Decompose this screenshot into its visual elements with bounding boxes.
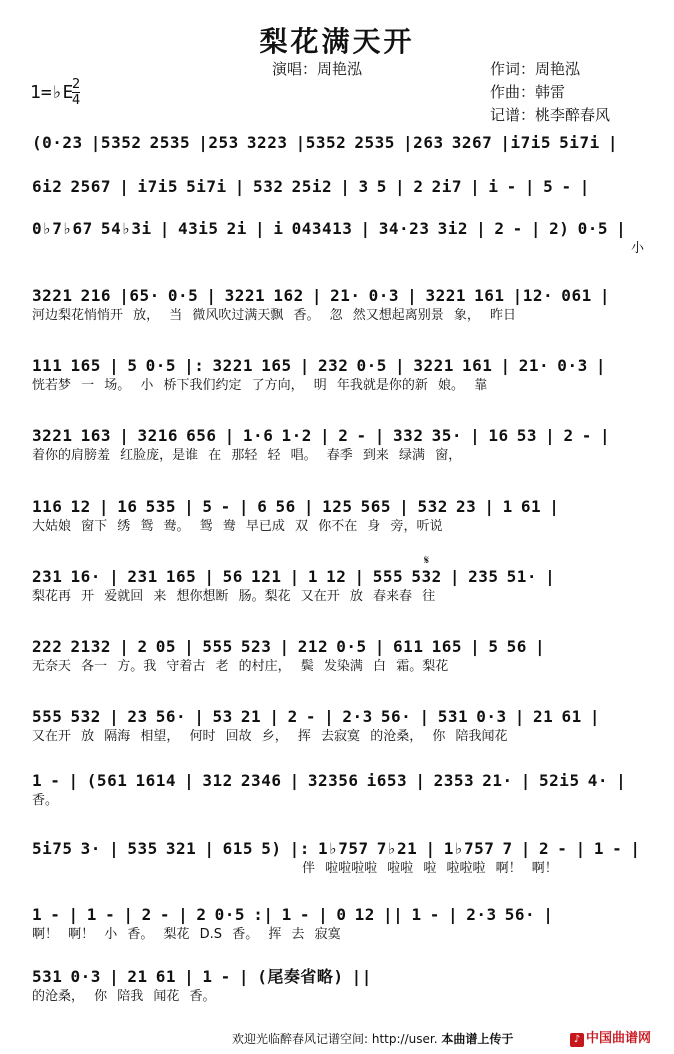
notes-line: 555 532 | 23 56· | 53 21 | 2 - | 2·3 56· | 531 0·3 | 21 61 | xyxy=(32,707,600,726)
lyrics-line: 梨花再 开 爱就回 来 想你想断 肠。梨花 又在开 放 春来春 往 xyxy=(32,589,436,604)
upload-note: 本曲谱上传于 xyxy=(441,1032,514,1046)
notes-line: 3221 163 | 3216 656 | 1·6 1·2 | 2 - | 332 35· | 16 53 | 2 - | xyxy=(32,426,611,445)
lyrics-line xyxy=(32,198,644,216)
score-system xyxy=(32,132,644,172)
singer-credit: 演唱：周艳泓 xyxy=(272,60,363,78)
score-system xyxy=(32,904,644,944)
notes-line: 3221 216 |65· 0·5 | 3221 162 | 21· 0·3 | 3221 161 |12· 061 | xyxy=(32,286,610,305)
score-system xyxy=(32,566,644,606)
notes-line: 6i2 2567 | i7i5 5i7i | 532 25i2 | 3 5 | 2 2i7 | i - | 5 - | xyxy=(32,177,590,196)
notes-line: 531 0·3 | 21 61 | 1 - | (尾奏省略) || xyxy=(32,967,372,986)
notes-line: 222 2132 | 2 05 | 555 523 | 212 0·5 | 611 165 | 5 56 | xyxy=(32,637,546,656)
lyrics-line: 香。 xyxy=(32,793,59,808)
segno-sign: 𝄋 xyxy=(424,553,430,567)
lyrics-line: 大姑娘 窗下 绣 鸳 鸯。 鸳 鸯 早已成 双 你不在 身 旁，听说 xyxy=(32,519,443,534)
lyrics-line: 又在开 放 隔海 相望， 何时 回故 乡， 挥 去寂寞 的沧桑， 你 陪我闻花 xyxy=(32,729,508,744)
meter-top: 2 xyxy=(72,77,81,92)
notes-line: 231 16· | 231 165 | 56 121 | 1 12 | 555 532 | 235 51· | xyxy=(32,567,556,586)
notes-line: 1 - | 1 - | 2 - | 2 0·5 :| 1 - | 0 12 || 1 - | 2·3 56· | xyxy=(32,905,554,924)
key-signature: 1=♭E xyxy=(30,82,74,103)
lyrics-line: 啊！ 啊！ 小 香。 梨花 D.S 香。 挥 去 寂寞 xyxy=(32,927,341,942)
score-system xyxy=(32,706,644,746)
footer-note xyxy=(232,1030,513,1047)
lyricist-credit: 作词：周艳泓 xyxy=(490,60,581,78)
lyrics-line: 着你的肩膀羞 红脸庞，是谁 在 那轻 轻 唱。 春季 到来 绿满 窗， xyxy=(32,448,462,463)
score-system xyxy=(32,425,644,465)
score-system xyxy=(32,176,644,216)
score-system xyxy=(32,496,644,536)
lyrics-line: 小 xyxy=(630,241,644,256)
score-system xyxy=(32,636,644,676)
logo-text: 中国曲谱网 xyxy=(586,1031,652,1046)
lyrics-line: 无奈天 各一 方。我 守着古 老 的村庄， 鬓 发染满 白 霜。梨花 xyxy=(32,659,449,674)
site-logo xyxy=(570,1027,651,1047)
footer-text: 欢迎光临醉春风记谱空间: http://user. xyxy=(232,1032,438,1046)
score-system xyxy=(32,838,644,878)
logo-icon: ♪ xyxy=(570,1033,584,1047)
lyrics-line: 伴 啦啦啦啦 啦啦 啦 啦啦啦 啊！ 啊！ xyxy=(302,861,558,876)
notes-line: 0♭7♭67 54♭3i | 43i5 2i | i 043413 | 34·23 3i2 | 2 - | 2) 0·5 | xyxy=(32,219,627,238)
notes-line: 5i75 3· | 535 321 | 615 5) |: 1♭757 7♭21 | 1♭757 7 | 2 - | 1 - | xyxy=(32,839,641,858)
lyrics-line: 的沧桑， 你 陪我 闻花 香。 xyxy=(32,989,216,1004)
song-title: 梨花满天开 xyxy=(259,25,415,58)
transcriber-credit: 记谱：桃李醉春风 xyxy=(490,106,611,124)
score-system xyxy=(32,218,644,258)
lyrics-line xyxy=(32,154,644,172)
score-system xyxy=(32,966,644,1006)
notes-line: 116 12 | 16 535 | 5 - | 6 56 | 125 565 | 532 23 | 1 61 | xyxy=(32,497,560,516)
score-system xyxy=(32,285,644,325)
notes-line: (0·23 |5352 2535 |253 3223 |5352 2535 |263 3267 |i7i5 5i7i | xyxy=(32,133,618,152)
notes-line: 1 - | (561 1614 | 312 2346 | 32356 i653 | 2353 21· | 52i5 4· | xyxy=(32,771,627,790)
lyrics-line: 河边梨花悄悄开 放， 当 微风吹过满天飘 香。 忽 然又想起离别景 象， 昨日 xyxy=(32,308,517,323)
score-system xyxy=(32,770,644,810)
notes-line: 111 165 | 5 0·5 |: 3221 165 | 232 0·5 | 3221 161 | 21· 0·3 | xyxy=(32,356,606,375)
time-signature xyxy=(72,78,80,107)
score-system xyxy=(32,355,644,395)
composer-credit: 作曲：韩雷 xyxy=(490,83,566,101)
lyrics-line: 恍若梦 一 场。 小 桥下我们约定 了方向， 明 年我就是你的新 娘。 靠 xyxy=(32,378,488,393)
meter-bottom: 4 xyxy=(72,93,81,108)
